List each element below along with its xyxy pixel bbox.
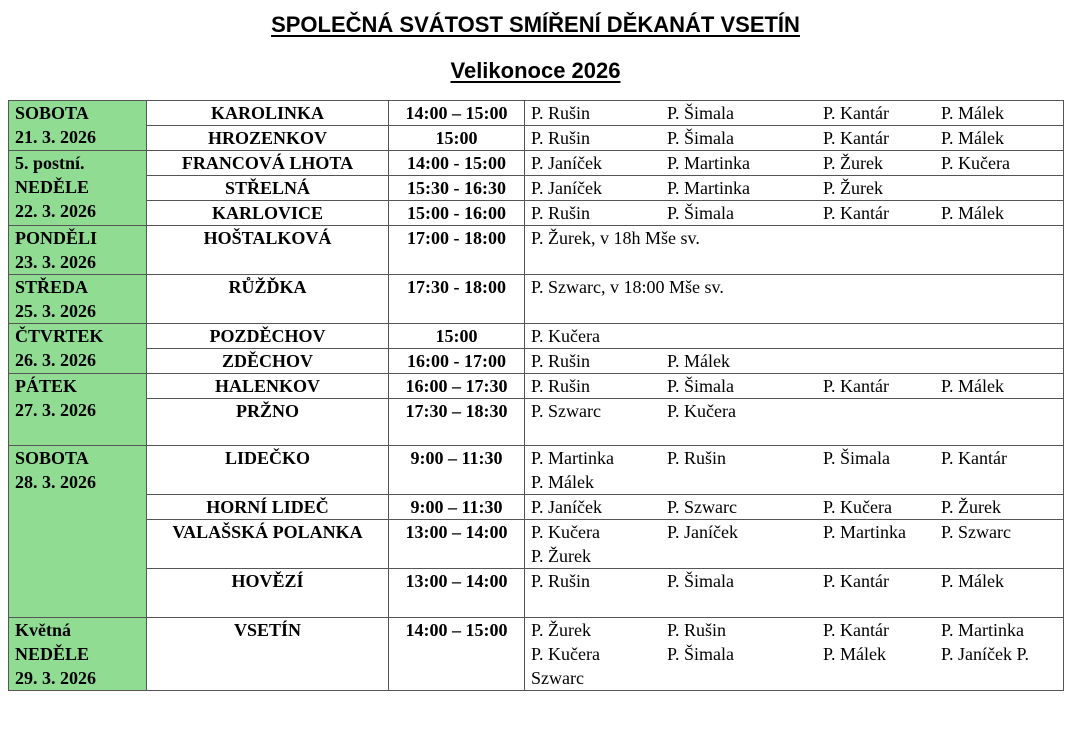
place-cell: KARLOVICE bbox=[147, 201, 389, 226]
table-row bbox=[9, 520, 1064, 569]
time-cell: 14:00 – 15:00 bbox=[389, 101, 525, 126]
time-cell: 15:00 bbox=[389, 324, 525, 349]
priests-cell: P. Janíček P. Szwarc P. Kučera P. Žurek bbox=[525, 495, 1064, 520]
time-cell: 16:00 - 17:00 bbox=[389, 349, 525, 374]
table-row bbox=[9, 226, 1064, 275]
time-cell: 17:00 - 18:00 bbox=[389, 226, 525, 275]
place-cell: FRANCOVÁ LHOTA bbox=[147, 151, 389, 176]
time-cell: 17:30 - 18:00 bbox=[389, 275, 525, 324]
day-cell: ČTVRTEK 26. 3. 2026 bbox=[9, 324, 147, 374]
day-cell: SOBOTA 28. 3. 2026 bbox=[9, 446, 147, 618]
day-cell: Květná NEDĚLE 29. 3. 2026 bbox=[9, 618, 147, 691]
day-cell: 5. postní. NEDĚLE 22. 3. 2026 bbox=[9, 151, 147, 226]
table-row bbox=[9, 151, 1064, 176]
time-cell: 15:00 bbox=[389, 126, 525, 151]
table-row bbox=[9, 201, 1064, 226]
day-cell: SOBOTA 21. 3. 2026 bbox=[9, 101, 147, 151]
priests-cell: P. Žurek, v 18h Mše sv. bbox=[525, 226, 1064, 275]
table-row bbox=[9, 126, 1064, 151]
table-row bbox=[9, 275, 1064, 324]
place-cell: ZDĚCHOV bbox=[147, 349, 389, 374]
time-cell: 17:30 – 18:30 bbox=[389, 399, 525, 446]
priests-cell: P. Rušin P. Šimala P. Kantár P. Málek bbox=[525, 374, 1064, 399]
table-row bbox=[9, 618, 1064, 691]
place-cell: HORNÍ LIDEČ bbox=[147, 495, 389, 520]
place-cell: HOVĚZÍ bbox=[147, 569, 389, 618]
table-row bbox=[9, 176, 1064, 201]
time-cell: 15:30 - 16:30 bbox=[389, 176, 525, 201]
priests-cell: P. Rušin P. Šimala P. Kantár P. Málek bbox=[525, 201, 1064, 226]
place-cell: VALAŠSKÁ POLANKA bbox=[147, 520, 389, 569]
confession-schedule-table bbox=[8, 100, 1064, 691]
priests-cell: P. Kučera bbox=[525, 324, 1064, 349]
table-row bbox=[9, 495, 1064, 520]
place-cell: PRŽNO bbox=[147, 399, 389, 446]
priests-cell: P. Janíček P. Martinka P. Žurek bbox=[525, 176, 1064, 201]
time-cell: 13:00 – 14:00 bbox=[389, 569, 525, 618]
table-row bbox=[9, 569, 1064, 618]
priests-cell: P. Rušin P. Šimala P. Kantár P. Málek bbox=[525, 101, 1064, 126]
table-row bbox=[9, 399, 1064, 446]
place-cell: RŮŽĎKA bbox=[147, 275, 389, 324]
place-cell: VSETÍN bbox=[147, 618, 389, 691]
priests-cell: P. Rušin P. Málek bbox=[525, 349, 1064, 374]
time-cell: 14:00 - 15:00 bbox=[389, 151, 525, 176]
time-cell: 9:00 – 11:30 bbox=[389, 446, 525, 495]
place-cell: HALENKOV bbox=[147, 374, 389, 399]
table-row bbox=[9, 446, 1064, 495]
place-cell: STŘELNÁ bbox=[147, 176, 389, 201]
time-cell: 9:00 – 11:30 bbox=[389, 495, 525, 520]
table-row bbox=[9, 101, 1064, 126]
table-row bbox=[9, 374, 1064, 399]
time-cell: 14:00 – 15:00 bbox=[389, 618, 525, 691]
priests-cell: P. Rušin P. Šimala P. Kantár P. Málek bbox=[525, 569, 1064, 618]
day-cell: PÁTEK 27. 3. 2026 bbox=[9, 374, 147, 446]
priests-cell: P. Szwarc P. Kučera bbox=[525, 399, 1064, 446]
time-cell: 16:00 – 17:30 bbox=[389, 374, 525, 399]
table-row bbox=[9, 324, 1064, 349]
document-title: SPOLEČNÁ SVÁTOST SMÍŘENÍ DĚKANÁT VSETÍN bbox=[271, 12, 800, 37]
priests-cell: P. Janíček P. Martinka P. Žurek P. Kučera bbox=[525, 151, 1064, 176]
document-subtitle: Velikonoce 2026 bbox=[450, 58, 621, 83]
table-row bbox=[9, 349, 1064, 374]
priests-cell: P. Martinka P. Rušin P. Šimala P. Kantár P. Málek bbox=[525, 446, 1064, 495]
place-cell: POZDĚCHOV bbox=[147, 324, 389, 349]
priests-cell: P. Žurek P. Rušin P. Kantár P. Martinka P. Kučera P. Šimala P. Málek P. Janíček P. Szwarc bbox=[525, 618, 1064, 691]
priests-cell: P. Rušin P. Šimala P. Kantár P. Málek bbox=[525, 126, 1064, 151]
place-cell: HOŠTALKOVÁ bbox=[147, 226, 389, 275]
time-cell: 15:00 - 16:00 bbox=[389, 201, 525, 226]
place-cell: HROZENKOV bbox=[147, 126, 389, 151]
day-cell: STŘEDA 25. 3. 2026 bbox=[9, 275, 147, 324]
priests-cell: P. Szwarc, v 18:00 Mše sv. bbox=[525, 275, 1064, 324]
time-cell: 13:00 – 14:00 bbox=[389, 520, 525, 569]
place-cell: KAROLINKA bbox=[147, 101, 389, 126]
day-cell: PONDĚLI 23. 3. 2026 bbox=[9, 226, 147, 275]
priests-cell: P. Kučera P. Janíček P. Martinka P. Szwarc P. Žurek bbox=[525, 520, 1064, 569]
place-cell: LIDEČKO bbox=[147, 446, 389, 495]
